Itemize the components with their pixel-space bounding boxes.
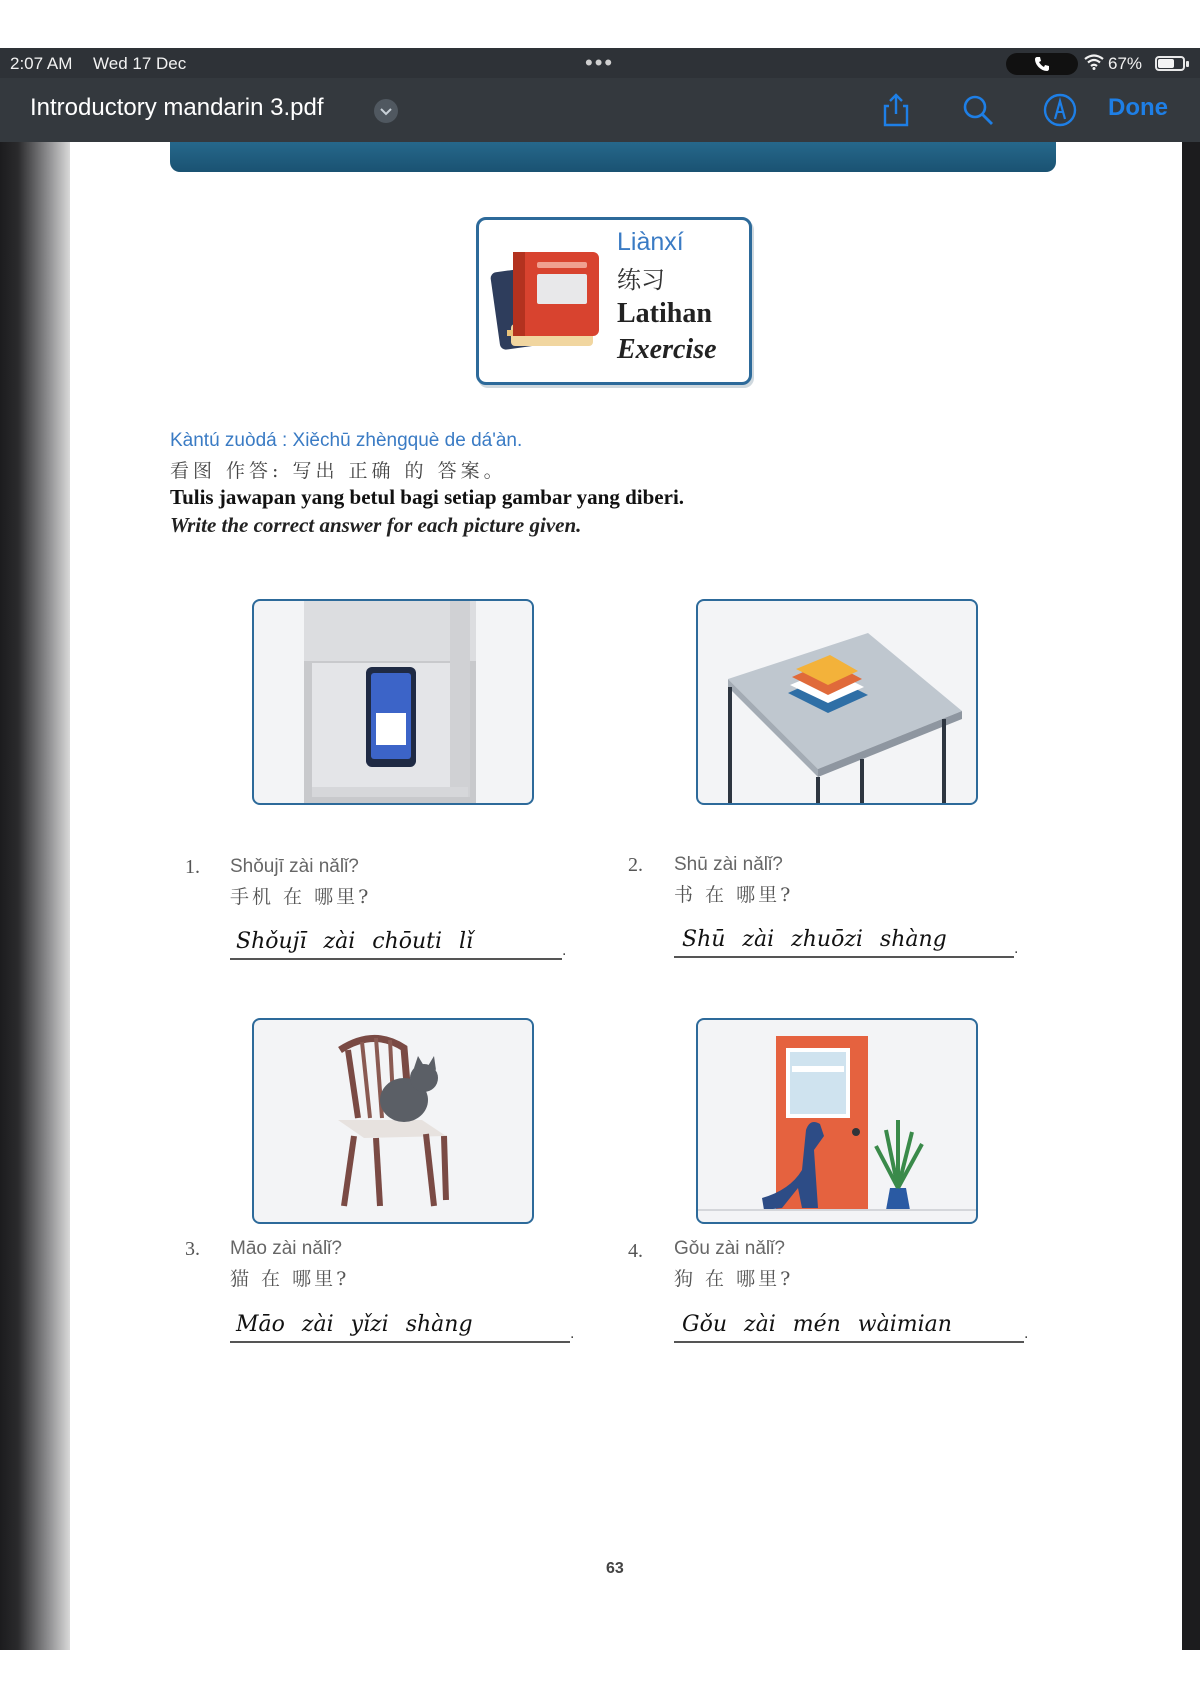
- page-right-margin: [1182, 142, 1200, 1650]
- exercise-header-box: [476, 217, 752, 385]
- question-3-number: 3.: [185, 1238, 200, 1260]
- answer-4-line: [674, 1341, 1024, 1343]
- document-title[interactable]: Introductory mandarin 3.pdf: [30, 94, 324, 121]
- picture-phone-in-drawer: [252, 599, 534, 805]
- answer-3[interactable]: Māo zài yǐzi shàng: [236, 1312, 473, 1337]
- markup-icon[interactable]: [1042, 92, 1078, 128]
- answer-1-line: [230, 958, 562, 960]
- question-4-pinyin: Gǒu zài nǎlǐ?: [674, 1238, 785, 1259]
- question-3-pinyin: Māo zài nǎlǐ?: [230, 1238, 342, 1259]
- answer-1[interactable]: Shǒujī zài chōuti lǐ: [236, 929, 474, 954]
- active-call-pill[interactable]: [1006, 53, 1078, 75]
- battery-percentage: 67%: [1108, 54, 1143, 73]
- status-time: 2:07 AM: [10, 54, 73, 73]
- instruction-english: Write the correct answer for each picture given.: [170, 513, 582, 537]
- instruction-pinyin: Kàntú zuòdá : Xiěchū zhèngquè de dá'àn.: [170, 430, 523, 451]
- instruction-malay: Tulis jawapan yang betul bagi setiap gambar yang diberi.: [170, 485, 685, 509]
- battery-icon: [1155, 56, 1185, 71]
- pdf-toolbar: [0, 78, 1200, 142]
- exercise-pinyin: Liànxí: [617, 228, 684, 256]
- page-edge-shadow: [0, 142, 70, 1650]
- question-4-hanzi: 狗 在 哪里?: [674, 1268, 794, 1290]
- answer-2[interactable]: Shū zài zhuōzi shàng: [682, 927, 947, 952]
- wifi-icon: [1084, 54, 1104, 75]
- ipad-screen: [0, 48, 1200, 1650]
- question-1-pinyin: Shǒujī zài nǎlǐ?: [230, 856, 359, 877]
- exercise-malay: Latihan: [617, 298, 712, 329]
- status-bar: [0, 48, 1200, 78]
- share-icon[interactable]: [878, 92, 914, 128]
- phone-icon: [1034, 56, 1050, 72]
- answer-2-line: [674, 956, 1014, 958]
- status-date: Wed 17 Dec: [93, 54, 187, 73]
- multitasking-dots[interactable]: •••: [585, 50, 615, 75]
- chevron-down-icon[interactable]: [374, 99, 398, 123]
- battery-level-fill: [1158, 59, 1174, 68]
- pdf-page[interactable]: Liànxí 练习 Latihan Exercise Kàntú zuòdá : Xiěchū zhèngquè de dá'àn. 看图 作答: 写出 正确 的 答案。 Tulis jawapan yang betul bagi setiap gambar yang diberi. Write the correct answer for each picture given. 1. Shǒujī zài nǎlǐ? 手机 在 哪里? Shǒujī zài chōuti lǐ . 2. Shū zài nǎlǐ? 书 在 哪里? Shū zài zhuōzi shàng . 3. Māo zài nǎlǐ? 猫 在 哪里? Māo zài yǐzi shàng . 4. Gǒu zài nǎlǐ? 狗 在 哪里? Gǒu zài mén wàimian . 63: [70, 142, 1182, 1650]
- page-number: 63: [606, 1560, 624, 1577]
- question-2-hanzi: 书 在 哪里?: [674, 884, 794, 906]
- picture-dog-outside-door: [696, 1018, 978, 1224]
- question-1-hanzi: 手机 在 哪里?: [230, 886, 372, 908]
- question-1-number: 1.: [185, 856, 200, 878]
- exercise-hanzi: 练习: [617, 266, 665, 294]
- picture-books-on-table: [696, 599, 978, 805]
- exercise-english: Exercise: [617, 334, 717, 365]
- answer-4[interactable]: Gǒu zài mén wàimian: [682, 1312, 952, 1337]
- picture-cat-on-chair: [252, 1018, 534, 1224]
- answer-3-line: [230, 1341, 570, 1343]
- search-icon[interactable]: [960, 92, 996, 128]
- books-icon: [489, 240, 609, 370]
- question-2-pinyin: Shū zài nǎlǐ?: [674, 854, 783, 875]
- instruction-hanzi: 看图 作答: 写出 正确 的 答案。: [170, 460, 507, 482]
- question-4-number: 4.: [628, 1240, 643, 1262]
- done-button[interactable]: Done: [1108, 94, 1168, 121]
- page-header-banner: [170, 142, 1056, 172]
- question-2-number: 2.: [628, 854, 643, 876]
- question-3-hanzi: 猫 在 哪里?: [230, 1268, 350, 1290]
